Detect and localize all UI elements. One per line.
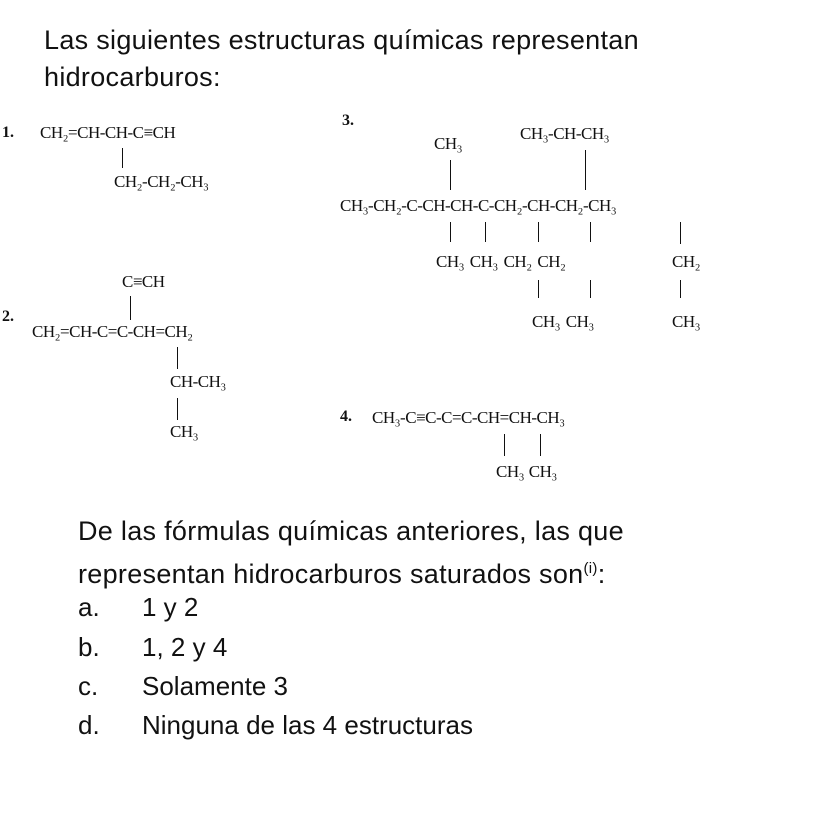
structure-3-bond-j bbox=[680, 280, 681, 298]
structure-3-bond-g bbox=[680, 222, 681, 244]
structure-2-bond-mid bbox=[177, 347, 178, 369]
structure-1-label: 1. bbox=[2, 124, 14, 141]
option-a-letter: a. bbox=[78, 592, 100, 622]
structure-3-bottom-right: CH₃ bbox=[672, 312, 701, 331]
option-d-text: Ninguna de las 4 estructuras bbox=[142, 710, 473, 740]
option-b-text: 1, 2 y 4 bbox=[142, 632, 228, 662]
option-a-text: 1 y 2 bbox=[142, 592, 199, 622]
question-line-2: hidrocarburos: bbox=[44, 62, 221, 92]
option-c-letter: c. bbox=[78, 671, 99, 701]
structure-3-bond-e bbox=[538, 222, 539, 242]
structure-2-bond-top bbox=[130, 296, 131, 320]
structure-3-label: 3. bbox=[342, 112, 354, 129]
structure-3-bond-f bbox=[590, 222, 591, 242]
stem-note-mark: (i) bbox=[583, 560, 598, 577]
question-number bbox=[0, 22, 2, 53]
structure-3-bond-h bbox=[538, 280, 539, 298]
structure-1-bond bbox=[122, 148, 123, 168]
structure-2-lower-branch: CH-CH₃ bbox=[170, 372, 226, 391]
structure-4-label: 4. bbox=[340, 408, 352, 425]
structure-4-bond-b bbox=[540, 434, 541, 456]
structure-3-bond-b bbox=[585, 150, 586, 190]
stem-line-2-text: representan hidrocarburos saturados son bbox=[78, 559, 584, 589]
option-c-text: Solamente 3 bbox=[142, 671, 288, 701]
structure-4-main-chain: CH₃-C≡C-C=C-CH=CH-CH₃ bbox=[372, 408, 565, 427]
structure-3-lower-row: CH₃ CH₃ CH₂ CH₂ bbox=[436, 252, 566, 271]
stem-line-2 bbox=[78, 550, 606, 593]
option-d-letter: d. bbox=[78, 710, 100, 740]
structure-3-top-right: CH₃-CH-CH₃ bbox=[520, 124, 610, 143]
structure-4-branches: CH₃ CH₃ bbox=[496, 462, 557, 481]
structure-2-main-chain: CH₂=CH-C=C-CH=CH₂ bbox=[32, 322, 193, 341]
structure-3-bottom-row: CH₃ CH₃ bbox=[532, 312, 594, 331]
stem-line-1: De las fórmulas químicas anteriores, las que bbox=[78, 516, 624, 546]
stem-colon: : bbox=[597, 559, 606, 589]
structure-1-main-chain: CH₂=CH-CH-C≡CH bbox=[40, 123, 176, 142]
question-line-1: Las siguientes estructuras químicas representan bbox=[44, 25, 639, 55]
structure-3-bond-a bbox=[450, 160, 451, 190]
structure-3-bond-i bbox=[590, 280, 591, 298]
structure-2-top-branch: C≡CH bbox=[122, 272, 165, 291]
structure-3-main-chain: CH₃-CH₂-C-CH-CH-C-CH₂-CH-CH₂-CH₃ bbox=[340, 196, 617, 215]
structure-3-bond-d bbox=[485, 222, 486, 242]
structure-2-label: 2. bbox=[2, 308, 14, 325]
structure-3-top-left: CH₃ bbox=[434, 134, 463, 153]
structure-2-bond-low bbox=[177, 398, 178, 420]
structure-3-lower-right: CH₂ bbox=[672, 252, 701, 271]
structure-2-lower-branch-end: CH₃ bbox=[170, 422, 199, 441]
option-b-letter: b. bbox=[78, 632, 100, 662]
structure-3-bond-c bbox=[450, 222, 451, 242]
structure-1-branch: CH₂-CH₂-CH₃ bbox=[114, 172, 209, 191]
structure-4-bond-a bbox=[504, 434, 505, 456]
